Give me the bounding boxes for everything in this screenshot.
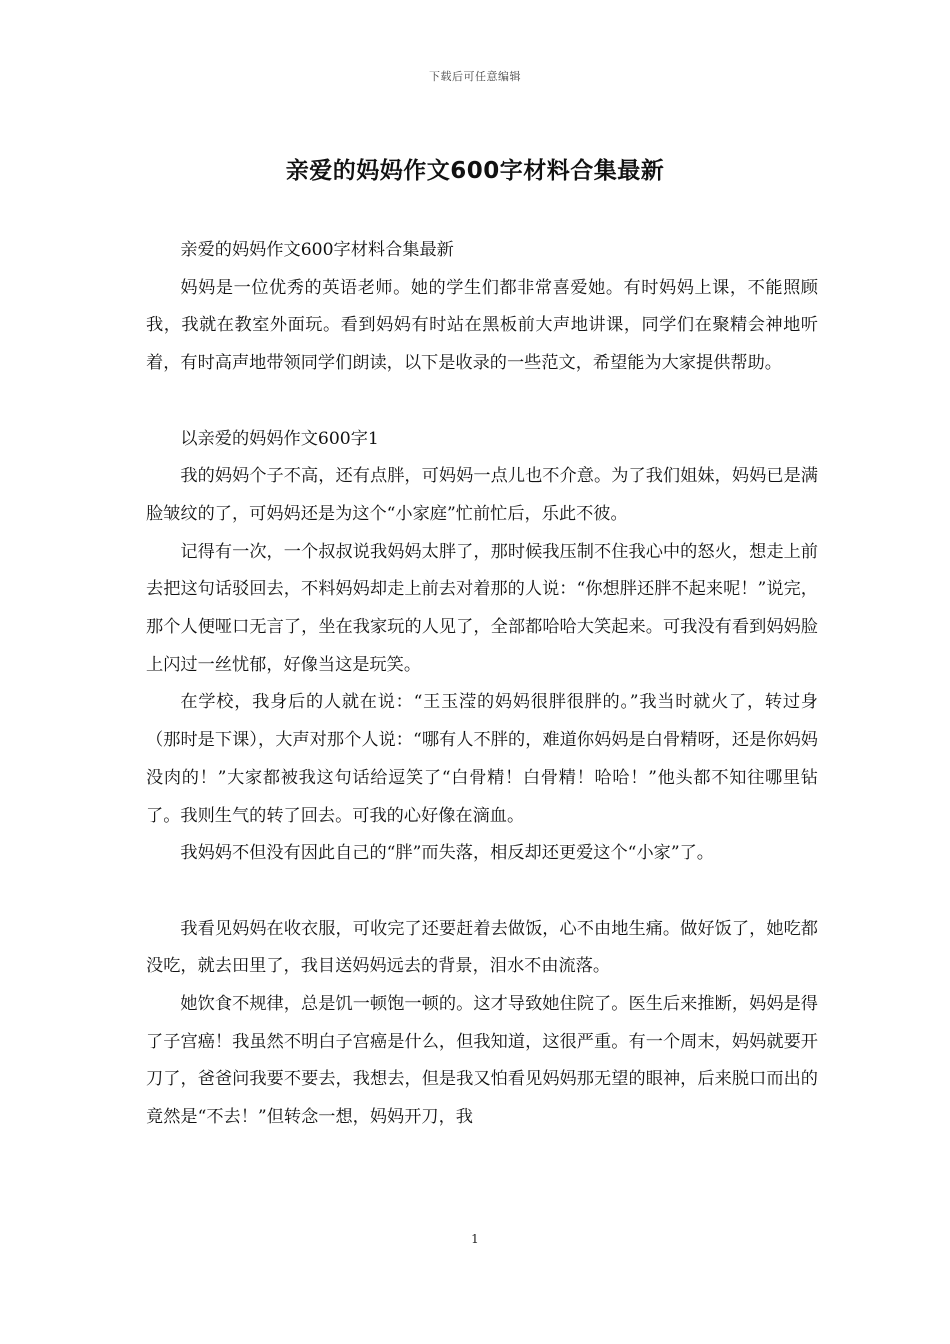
page-number: 1 <box>471 1232 479 1246</box>
document-title: 亲爱的妈妈作文600字材料合集最新 <box>285 158 665 184</box>
document-body <box>146 232 818 1137</box>
paragraph: 在学校，我身后的人就在说：“王玉滢的妈妈很胖很胖的。”我当时就火了，转过身（那时是下课），大声对那个人说：“哪有人不胖的，难道你妈妈是白骨精呀，还是你妈妈没肉的！”大家都被我这句话给逗笑了“白骨精！白骨精！哈哈！”他头都不知往哪里钻了。我则生气的转了回去。可我的心好像在滴血。 <box>146 692 818 826</box>
paragraph: 她饮食不规律，总是饥一顿饱一顿的。这才导致她住院了。医生后来推断，妈妈是得了子宫癌！我虽然不明白子宫癌是什么，但我知道，这很严重。有一个周末，妈妈就要开刀了，爸爸问我要不要去，我想去，但是我又怕看见妈妈那无望的眼神，后来脱口而出的竟然是“不去！”但转念一想，妈妈开刀，我 <box>146 994 818 1128</box>
section-heading: 以亲爱的妈妈作文600字1 <box>180 428 379 449</box>
paragraph: 我的妈妈个子不高，还有点胖，可妈妈一点儿也不介意。为了我们姐妹，妈妈已是满脸皱纹的了，可妈妈还是为这个“小家庭”忙前忙后，乐此不彼。 <box>146 466 818 524</box>
paragraph: 我看见妈妈在收衣服，可收完了还要赶着去做饭，心不由地生痛。做好饭了，她吃都没吃，就去田里了，我目送妈妈远去的背景，泪水不由流落。 <box>146 918 818 977</box>
blank-line <box>146 873 818 911</box>
paragraph-subtitle: 亲爱的妈妈作文600字材料合集最新 <box>180 240 454 260</box>
page-header-note: 下载后可任意编辑 <box>429 70 521 83</box>
paragraph: 我妈妈不但没有因此自己的“胖”而失落，相反却还更爱这个“小家”了。 <box>180 843 714 864</box>
blank-line <box>146 383 818 421</box>
paragraph-intro: 妈妈是一位优秀的英语老师。她的学生们都非常喜爱她。有时妈妈上课，不能照顾我，我就在教室外面玩。看到妈妈有时站在黑板前大声地讲课，同学们在聚精会神地听着，有时高声地带领同学们朗读，以下是收录的一些范文，希望能为大家提供帮助。 <box>146 277 818 374</box>
paragraph: 记得有一次，一个叔叔说我妈妈太胖了，那时候我压制不住我心中的怒火，想走上前去把这句话驳回去，不料妈妈却走上前去对着那的人说：“你想胖还胖不起来呢！”说完，那个人便哑口无言了，坐在我家玩的人见了，全部都哈哈大笑起来。可我没有看到妈妈脸上闪过一丝忧郁，好像当这是玩笑。 <box>146 541 818 675</box>
